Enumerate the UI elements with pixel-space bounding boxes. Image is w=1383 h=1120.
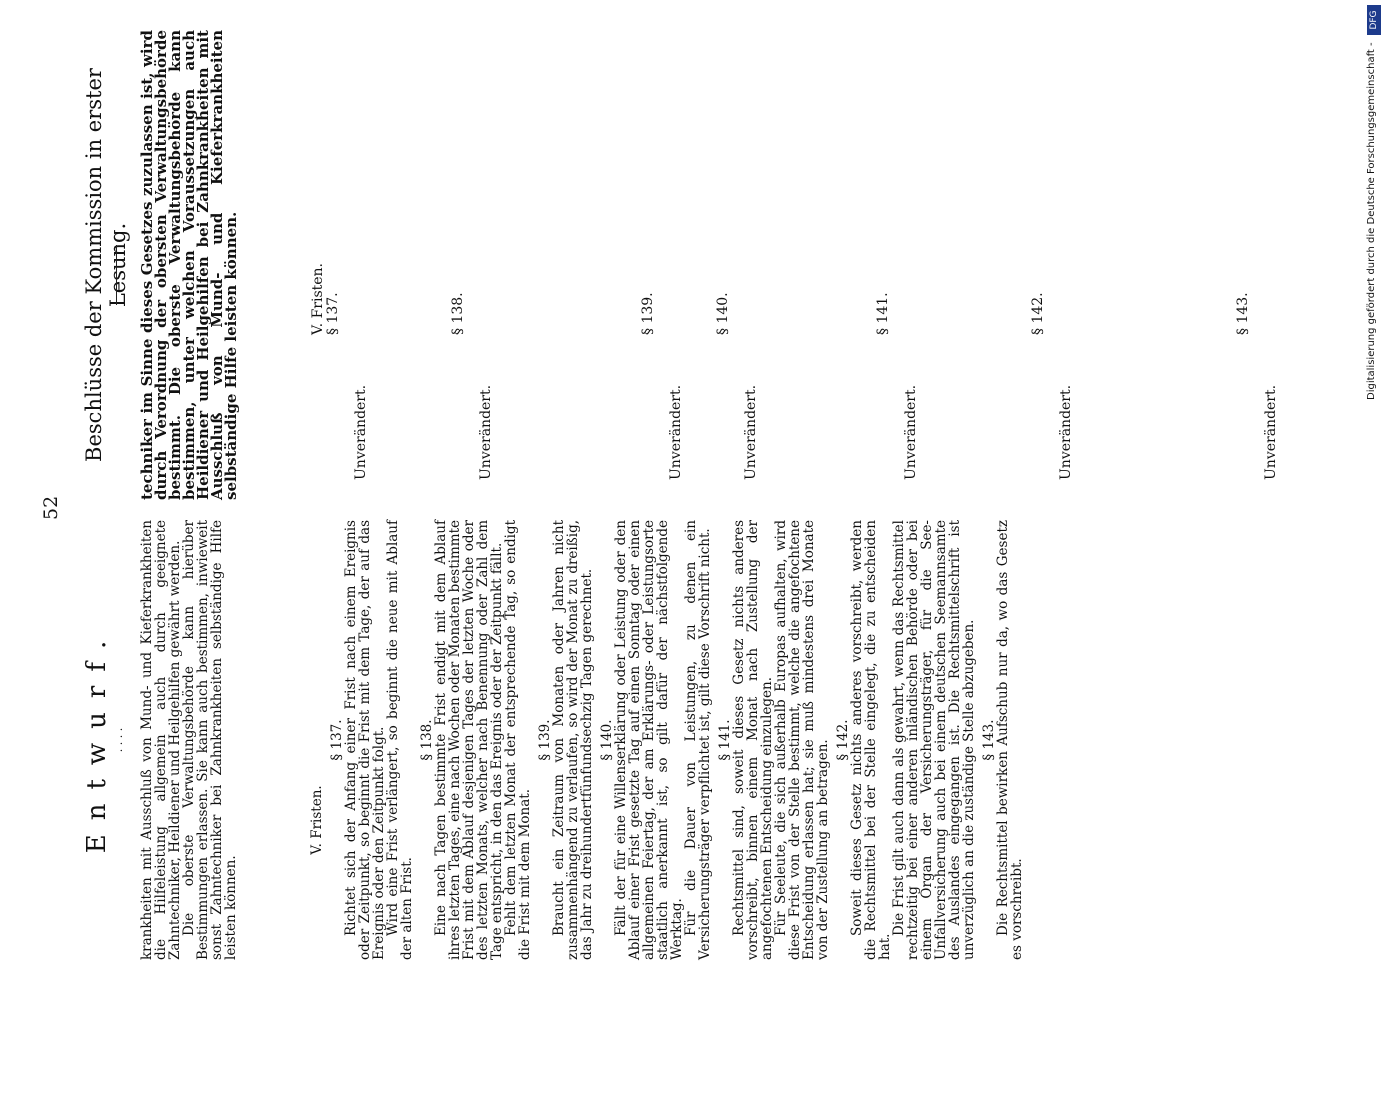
left-section-text-2: Für Seeleute, die sich außerhalb Europas aufhalten, wird diese Frist von der Stelle bestimmt, welche die angefochtene Entscheidung erlassen hat; sie muß mindestens drei Monate von der Zustellung an betragen. — [773, 520, 831, 960]
left-section-text-2: Für die Dauer von Leistungen, zu denen ein Versicherungsträger verpflichtet ist, gilt diese Vorschrift nicht. — [683, 520, 713, 960]
left-section-heading: V. Fristen. — [309, 785, 325, 855]
right-section-status: Unverändert. — [478, 384, 494, 480]
digitization-credit: Digitalisierung gefördert durch die Deutsche Forschungsgemeinschaft - — [1366, 42, 1377, 400]
left-section — [836, 520, 976, 960]
right-section-status: Unverändert. — [668, 384, 684, 480]
left-section — [538, 520, 594, 960]
left-column — [140, 520, 1320, 960]
left-section-number: § 137. — [329, 719, 345, 761]
left-section-text: Eine nach Tagen bestimmte Frist endigt mit dem Ablauf ihres letzten Tages, eine nach Wochen oder Monaten bestimmte Frist mit dem Ablauf desjenigen Tages der letzten Woche oder des letzten Monats, welcher nach Benennung oder Zahl dem Tage entspricht, in den das Ereignis oder der Zeitpunkt fällt. — [433, 520, 505, 960]
left-intro-paragraph: krankheiten mit Ausschluß von Mund- und Kieferkrankheiten die Hilfeleistung allgemein auch durch geeignete Zahntechniker, Heildiener und Heilgehilfen gewährt werden. — [139, 520, 183, 960]
left-section-text: Braucht ein Zeitraum von Monaten oder Jahren nicht zusammenhängend zu verlaufen, so wird der Monat zu dreißig, das Jahr zu dreihundertfünfundsechzig Tagen gerechnet. — [551, 520, 595, 960]
right-section-heading: V. Fristen. — [310, 262, 326, 335]
left-section — [420, 520, 532, 960]
right-section-number: § 138. — [450, 292, 466, 335]
header-rule — [116, 245, 117, 305]
left-section-number: § 140. — [599, 719, 615, 761]
right-section-number: § 139. — [640, 292, 656, 335]
left-section-number: § 143. — [981, 719, 997, 761]
right-section-status: Unverändert. — [1058, 384, 1074, 480]
left-section-number: § 141. — [717, 719, 733, 761]
right-section-number: § 142. — [1030, 292, 1046, 335]
left-section — [330, 520, 414, 960]
left-section — [600, 520, 712, 960]
left-section — [982, 520, 1024, 960]
right-section-status: Unverändert. — [1263, 384, 1279, 480]
left-section-text: Fällt der für eine Willenserklärung oder Leistung oder den Ablauf einer Frist gesetzte Tag auf einen Sonntag oder einen allgemeinen Feiertag, der am Erklärungs- oder Leistungsorte staatlich anerkannt ist, so gilt dafür der nächstfolgende Werktag. — [613, 520, 685, 960]
right-section-number: § 141. — [875, 292, 891, 335]
right-section-number: § 140. — [715, 292, 731, 335]
left-section-text-2: Fehlt dem letzten Monat der entsprechende Tag, so endigt die Frist mit dem Monat. — [503, 520, 533, 960]
dfg-logo: DFG — [1367, 5, 1381, 35]
left-intro-paragraph-2: Die oberste Verwaltungsbehörde kann hierüber Bestimmungen erlassen. Sie kann auch bestimmen, inwieweit sonst Zahntechniker bei Zahnkrankheiten selbständige Hilfe leisten können. — [181, 520, 239, 960]
left-section-text: Die Rechtsmittel bewirken Aufschub nur da, wo das Gesetz es vorschreibt. — [995, 520, 1025, 960]
left-section-text: Soweit dieses Gesetz nichts anderes vorschreibt, werden die Rechtsmittel bei der Stelle eingelegt, die zu entscheiden hat. — [849, 520, 893, 960]
left-section-number: § 139. — [537, 719, 553, 761]
left-section-text-2: Die Frist gilt auch dann als gewahrt, wenn das Rechtsmittel rechtzeitig bei einer anderen inländischen Behörde oder bei einem Organ der Versicherungsträger, für die See-Unfallversicherung auch bei einem deutschen Seemannsamte des Auslandes eingegangen ist. Die Rechtsmittelschrift ist unverzüglich an die zuständige Stelle abzugeben. — [891, 520, 977, 960]
right-section-number: § 143. — [1235, 292, 1251, 335]
page-number: 52 — [40, 495, 62, 520]
right-intro-paragraph: techniker im Sinne dieses Gesetzes zuzulassen ist, wird durch Verordnung der obersten Verwaltungsbehörde bestimmt. Die oberste Verwaltungsbehörde kann bestimmen, unter welchen Voraussetzungen auch Heildiener und Heilgehilfen bei Zahnkrankheiten mit Ausschluß von Mund- und Kieferkrankheiten selbständige Hilfe leisten können. — [138, 30, 240, 500]
left-sections — [310, 520, 1024, 960]
left-section — [718, 520, 830, 960]
left-section-number: § 142. — [835, 719, 851, 761]
right-section-number: § 137. — [325, 292, 341, 335]
left-section-text: Richtet sich der Anfang einer Frist nach einem Ereignis oder Zeitpunkt, so beginnt die Frist mit dem Tage, der auf das Ereignis oder den Zeitpunkt folgt. — [343, 520, 387, 960]
right-section-status: Unverändert. — [353, 384, 369, 480]
left-section-text-2: Wird eine Frist verlängert, so beginnt die neue mit Ablauf der alten Frist. — [385, 520, 415, 960]
right-section-status: Unverändert. — [903, 384, 919, 480]
right-column-header: Beschlüsse der Kommission in erster Lesung. — [82, 68, 130, 462]
right-section-status: Unverändert. — [743, 384, 759, 480]
left-column-header: Entwurf. — [82, 626, 112, 854]
header-dots: . . . . — [112, 727, 125, 753]
left-section-text: Rechtsmittel sind, soweit dieses Gesetz nichts anderes vorschreibt, binnen einem Monat nach Zustellung der angefochtenen Entscheidung einzulegen. — [731, 520, 775, 960]
left-section-number: § 138. — [419, 719, 435, 761]
